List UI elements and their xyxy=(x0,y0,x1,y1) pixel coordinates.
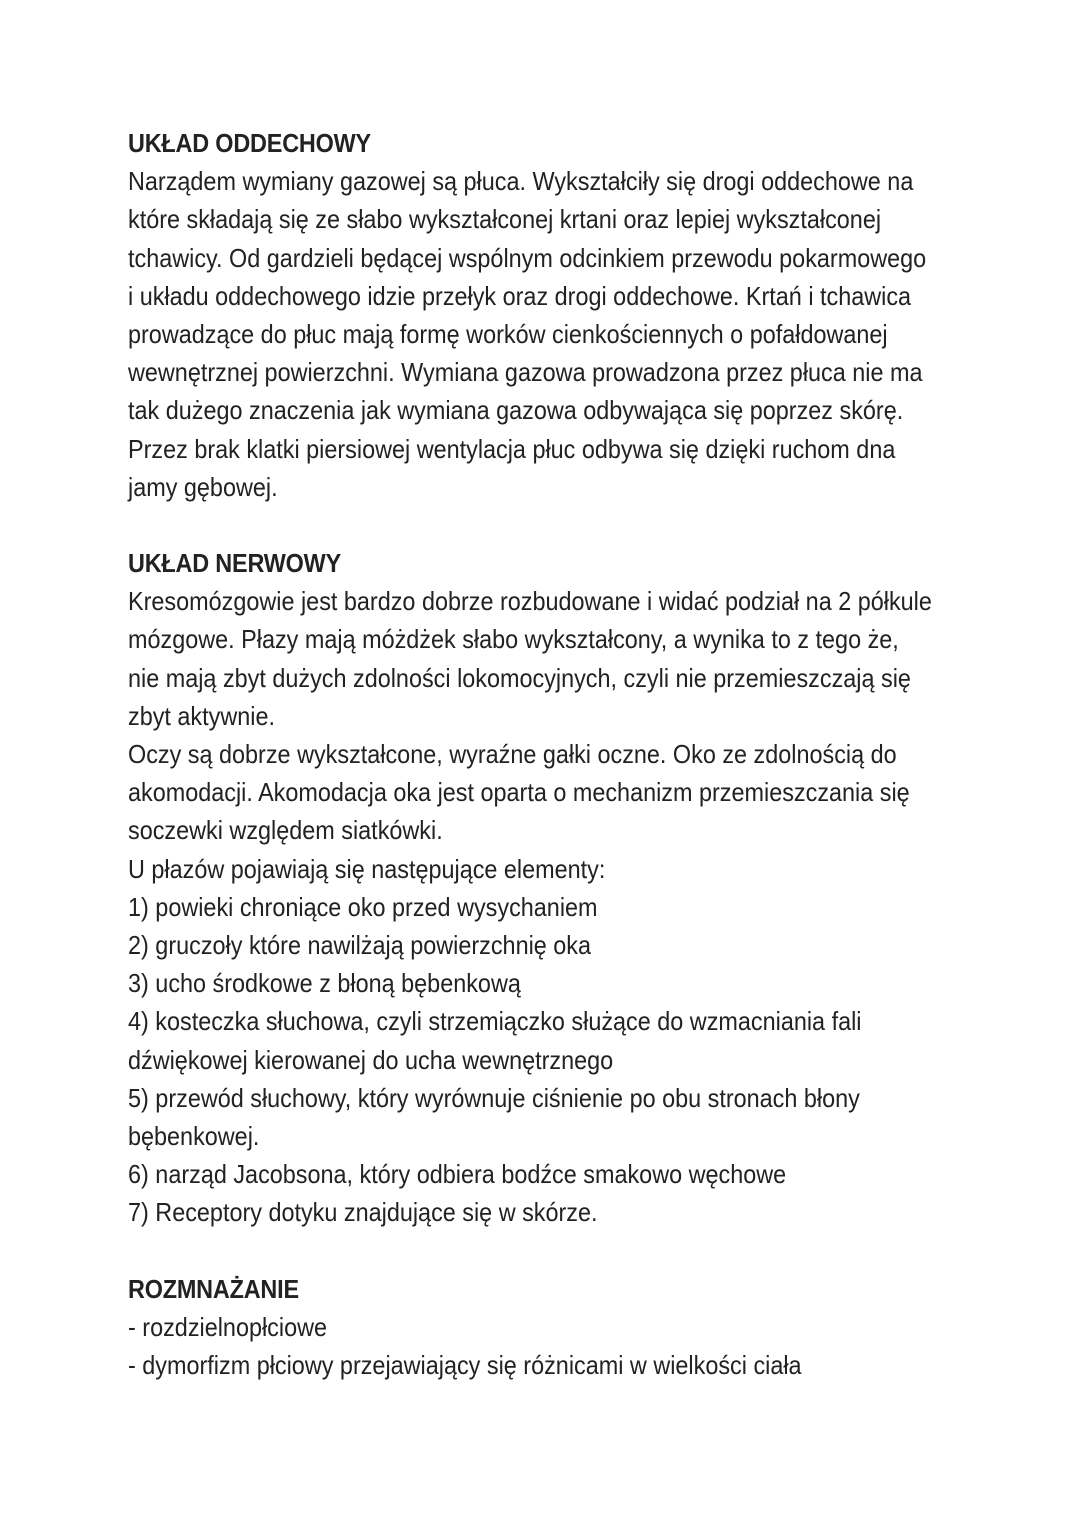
paragraph-line: prowadzące do płuc mają formę worków cienkościennych o pofałdowanej xyxy=(128,318,888,349)
paragraph-line: tak dużego znaczenia jak wymiana gazowa odbywająca się poprzez skórę. xyxy=(128,395,904,426)
list-item: 4) kosteczka słuchowa, czyli strzemiączko służące do wzmacniania fali xyxy=(128,1006,862,1037)
section-nervous-system xyxy=(128,544,1028,1231)
list-item-continuation: dźwiękowej kierowanej do ucha wewnętrznego xyxy=(128,1044,614,1075)
section-spacer xyxy=(128,506,1028,544)
section-reproduction xyxy=(128,1270,1028,1385)
paragraph-line: jamy gębowej. xyxy=(128,471,278,502)
paragraph-line: Oczy są dobrze wykształcone, wyraźne gałki oczne. Oko ze zdolnością do xyxy=(128,739,897,769)
list-item: 6) narząd Jacobsona, który odbiera bodźce smakowo węchowe xyxy=(128,1159,787,1190)
document-page xyxy=(128,124,1028,1384)
paragraph-line: soczewki względem siatkówki. xyxy=(128,815,443,846)
paragraph-line: Przez brak klatki piersiowej wentylacja płuc odbywa się dzięki ruchom dna xyxy=(128,433,896,464)
section-heading: UKŁAD NERWOWY xyxy=(128,548,342,579)
list-item-continuation: bębenkowej. xyxy=(128,1120,260,1151)
section-heading: ROZMNAŻANIE xyxy=(128,1273,299,1304)
list-item: 7) Receptory dotyku znajdujące się w skórze. xyxy=(128,1197,598,1228)
list-item: 5) przewód słuchowy, który wyrównuje ciśnienie po obu stronach błony xyxy=(128,1082,860,1113)
section-respiratory-system xyxy=(128,124,1028,506)
paragraph-line: zbyt aktywnie. xyxy=(128,700,275,731)
paragraph-line: U płazów pojawiają się następujące elementy: xyxy=(128,853,606,884)
bullet-item: - dymorfizm płciowy przejawiający się różnicami w wielkości ciała xyxy=(128,1350,802,1380)
paragraph-line: Narządem wymiany gazowej są płuca. Wykształciły się drogi oddechowe na xyxy=(128,166,914,197)
paragraph-line: mózgowe. Płazy mają móżdżek słabo wykształcony, a wynika to z tego że, xyxy=(128,624,899,655)
paragraph-line: Kresomózgowie jest bardzo dobrze rozbudowane i widać podział na 2 półkule xyxy=(128,586,932,617)
paragraph-line: które składają się ze słabo wykształconej krtani oraz lepiej wykształconej xyxy=(128,204,882,235)
list-item: 1) powieki chroniące oko przed wysychaniem xyxy=(128,891,598,922)
list-item: 3) ucho środkowe z błoną bębenkową xyxy=(128,968,521,999)
bullet-item: - rozdzielnopłciowe xyxy=(128,1311,327,1342)
section-spacer xyxy=(128,1231,1028,1269)
paragraph-line: i układu oddechowego idzie przełyk oraz drogi oddechowe. Krtań i tchawica xyxy=(128,280,912,311)
paragraph-line: akomodacji. Akomodacja oka jest oparta o mechanizm przemieszczania się xyxy=(128,777,910,808)
paragraph-line: wewnętrznej powierzchni. Wymiana gazowa prowadzona przez płuca nie ma xyxy=(128,357,923,388)
list-item: 2) gruczoły które nawilżają powierzchnię oka xyxy=(128,929,592,960)
paragraph-line: nie mają zbyt dużych zdolności lokomocyjnych, czyli nie przemieszczają się xyxy=(128,662,911,693)
section-heading: UKŁAD ODDECHOWY xyxy=(128,128,371,158)
paragraph-line: tchawicy. Od gardzieli będącej wspólnym odcinkiem przewodu pokarmowego xyxy=(128,242,927,273)
